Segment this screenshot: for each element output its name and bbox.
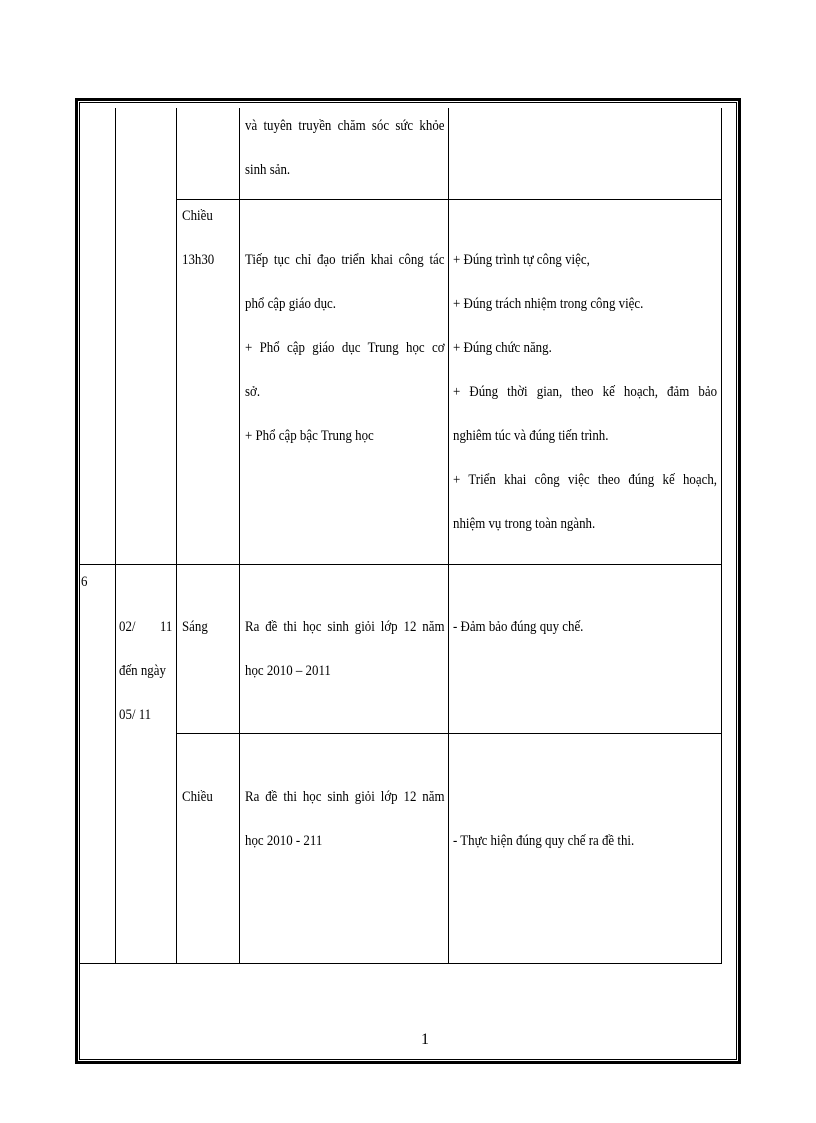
date-cell [119, 605, 172, 737]
content-line: sinh sản. [245, 162, 291, 178]
content-line: Ra đề thi học sinh giỏi lớp 12 năm [245, 789, 445, 805]
content-cell [245, 238, 445, 458]
requirement-line: + Đúng trách nhiệm trong công việc. [453, 296, 644, 312]
week-number: 6 [81, 574, 88, 590]
content-cell [245, 104, 445, 192]
requirement-afternoon: - Thực hiện đúng quy chế ra đề thi. [453, 833, 635, 849]
requirement-morning: - Đảm bảo đúng quy chế. [453, 619, 584, 635]
content-line: và tuyên truyền chăm sóc sức khỏe [245, 118, 445, 134]
content-line: học 2010 – 2011 [245, 663, 331, 679]
session-label-afternoon: Chiều [182, 789, 213, 805]
page-number: 1 [421, 1031, 429, 1048]
requirement-line: + Đúng trình tự công việc, [453, 252, 590, 268]
date-line: 02/ 11 [119, 619, 173, 635]
requirement-line: + Triển khai công việc theo đúng kế hoạch, [453, 472, 718, 488]
session-label-morning: Sáng [182, 619, 208, 635]
session-cell [182, 194, 214, 282]
content-line: phổ cập giáo dục. [245, 296, 336, 312]
date-line: đến ngày [119, 663, 166, 679]
content-cell-afternoon [245, 775, 445, 863]
requirement-cell [453, 238, 717, 546]
content-cell-morning [245, 605, 445, 693]
requirement-line: + Đúng chức năng. [453, 340, 552, 356]
requirement-line: nghiêm túc và đúng tiến trình. [453, 428, 609, 444]
requirement-line: + Đúng thời gian, theo kế hoạch, đảm bảo [453, 384, 718, 400]
content-line: Ra đề thi học sinh giỏi lớp 12 năm [245, 619, 445, 635]
content-line: Tiếp tục chỉ đạo triển khai công tác [245, 252, 445, 268]
date-line: 05/ 11 [119, 707, 152, 723]
content-line: + Phổ cập giáo dục Trung học cơ [245, 340, 445, 356]
content-line: học 2010 - 211 [245, 833, 323, 849]
session-time: 13h30 [182, 252, 215, 268]
requirement-line: nhiệm vụ trong toàn ngành. [453, 516, 596, 532]
session-label: Chiều [182, 208, 213, 224]
content-line: sở. [245, 384, 261, 400]
content-line: + Phổ cập bậc Trung học [245, 428, 374, 444]
